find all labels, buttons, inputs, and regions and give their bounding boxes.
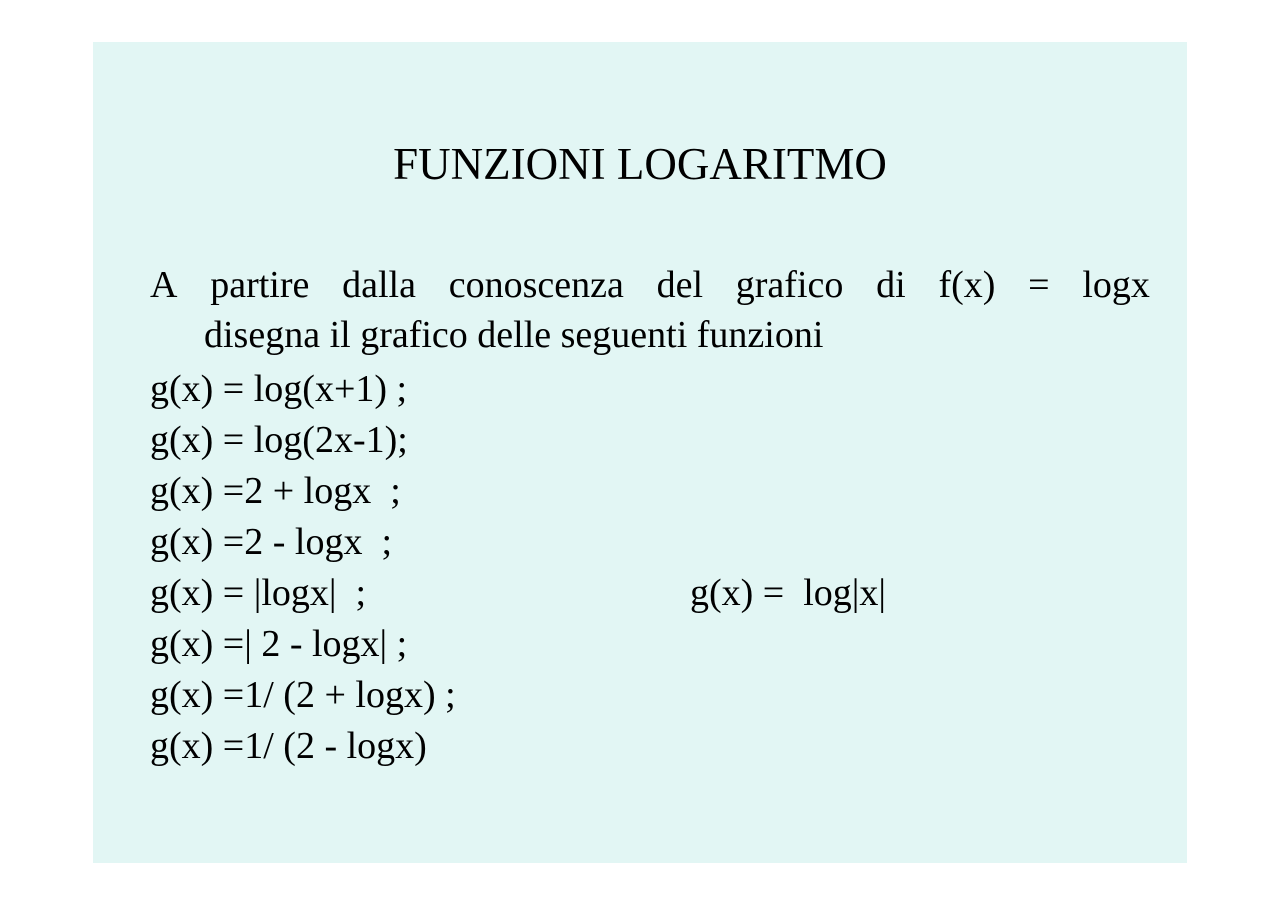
function-item-1: g(x) = log(x+1) ; <box>150 368 408 410</box>
intro-word: A <box>150 264 178 306</box>
intro-word: logx <box>1082 264 1150 306</box>
function-item-5: g(x) = |logx| ; <box>150 572 367 614</box>
intro-word: grafico <box>735 264 844 306</box>
intro-word: f(x) <box>938 264 996 306</box>
function-item-8: g(x) =1/ (2 - logx) <box>150 725 427 767</box>
intro-paragraph <box>150 260 1150 360</box>
function-item-7: g(x) =1/ (2 + logx) ; <box>150 674 456 716</box>
intro-word: di <box>876 264 906 306</box>
intro-line-1 <box>150 260 1150 310</box>
intro-word: dalla <box>342 264 416 306</box>
function-item-2: g(x) = log(2x-1); <box>150 419 408 461</box>
intro-line-2: disegna il grafico delle seguenti funzioni <box>204 314 824 356</box>
function-item-3: g(x) =2 + logx ; <box>150 470 401 512</box>
function-item-side: g(x) = log|x| <box>690 572 887 614</box>
intro-word: conoscenza <box>448 264 624 306</box>
slide-title: FUNZIONI LOGARITMO <box>393 139 887 189</box>
function-item-6: g(x) =| 2 - logx| ; <box>150 623 408 665</box>
intro-word: del <box>656 264 704 306</box>
function-item-4: g(x) =2 - logx ; <box>150 521 393 563</box>
intro-word: = <box>1028 264 1050 306</box>
intro-word: partire <box>210 264 310 306</box>
